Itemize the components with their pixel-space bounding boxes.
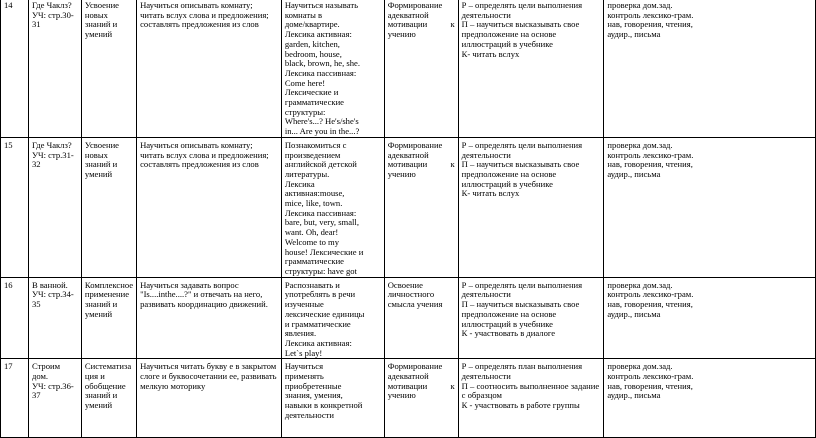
lesson-number: 15	[1, 137, 29, 277]
lesson-content: Научиться называть комнаты в доме/квартире. Лексика активная: garden, kitchen, bedroom, house, black, brown, he, she. Лексика пассивная: Come here! Лексические и грамматические структуры: Where's...? He's/she's in... Are you in the...?	[281, 0, 384, 137]
personal-results: Формирование адекватной мотивации к учению	[384, 359, 458, 438]
lesson-activity: Научиться задавать вопрос "Is....inthe....?" и отвечать на него, развивать координацию движений.	[137, 277, 282, 359]
control-forms: проверка дом.зад. контроль лексико-грам. нав, говорения, чтения, аудир., письма	[604, 277, 816, 359]
table-row	[1, 359, 816, 438]
table-row	[1, 277, 816, 359]
lesson-theme: Строим дом. УЧ: стр.36- 37	[28, 359, 81, 438]
lesson-activity: Научиться описывать комнату; читать вслух слова и предложения; составлять предложения из слов	[137, 137, 282, 277]
lesson-content: Распознавать и употреблять в речи изученные лексические единицы и грамматические явления. Лексика активная: Let`s play!	[281, 277, 384, 359]
personal-results: Формирование адекватной мотивации к учению	[384, 0, 458, 137]
control-forms: проверка дом.зад. контроль лексико-грам. нав, говорения, чтения, аудир., письма	[604, 0, 816, 137]
table-row	[1, 0, 816, 137]
lesson-type: Комплексное применение знаний и умений	[81, 277, 136, 359]
lesson-number: 16	[1, 277, 29, 359]
lesson-theme: Где Чаклз? УЧ: стр.30- 31	[28, 0, 81, 137]
lesson-type: Усвоение новых знаний и умений	[81, 137, 136, 277]
meta-results: Р – определять план выполнения деятельности П – соотносить выполненное задание с образцом К - участвовать в работе группы	[458, 359, 604, 438]
personal-results: Формирование адекватной мотивации к учению	[384, 137, 458, 277]
control-forms: проверка дом.зад. контроль лексико-грам. нав, говорения, чтения, аудир., письма	[604, 137, 816, 277]
meta-results: Р – определять цели выполнения деятельности П – научиться высказывать свое предположение на основе иллюстраций в учебнике К- читать вслух	[458, 0, 604, 137]
lesson-theme: Где Чаклз? УЧ: стр.31- 32	[28, 137, 81, 277]
meta-results: Р – определять цели выполнения деятельности П – научиться высказывать свое предположение на основе иллюстраций в учебнике К - участвовать в диалоге	[458, 277, 604, 359]
lesson-content: Познакомиться с произведением английской детской литературы. Лексика активная:mouse, mice, like, town. Лексика пассивная: bare, but, very, small, want. Oh, dear! Welcome to my house! Лексические и грамматические структуры: have got	[281, 137, 384, 277]
lesson-number: 17	[1, 359, 29, 438]
meta-results: Р – определять цели выполнения деятельности П – научиться высказывать свое предположение на основе иллюстраций в учебнике К- читать вслух	[458, 137, 604, 277]
lesson-activity: Научиться читать букву е в закрытом слоге и буквосочетании ee, развивать мелкую моторику	[137, 359, 282, 438]
lesson-type: Усвоение новых знаний и умений	[81, 0, 136, 137]
lesson-theme: В ванной. УЧ: стр.34- 35	[28, 277, 81, 359]
lesson-activity: Научиться описывать комнату; читать вслух слова и предложения; составлять предложения из слов	[137, 0, 282, 137]
personal-results: Освоение личностного смысла учения	[384, 277, 458, 359]
table-row	[1, 137, 816, 277]
control-forms: проверка дом.зад. контроль лексико-грам. нав, говорения, чтения, аудир., письма	[604, 359, 816, 438]
lesson-type: Систематиза ция и обобщение знаний и умений	[81, 359, 136, 438]
lesson-number: 14	[1, 0, 29, 137]
lesson-content: Научиться применять приобретенные знания, умения, навыки в конкретной деятельности	[281, 359, 384, 438]
